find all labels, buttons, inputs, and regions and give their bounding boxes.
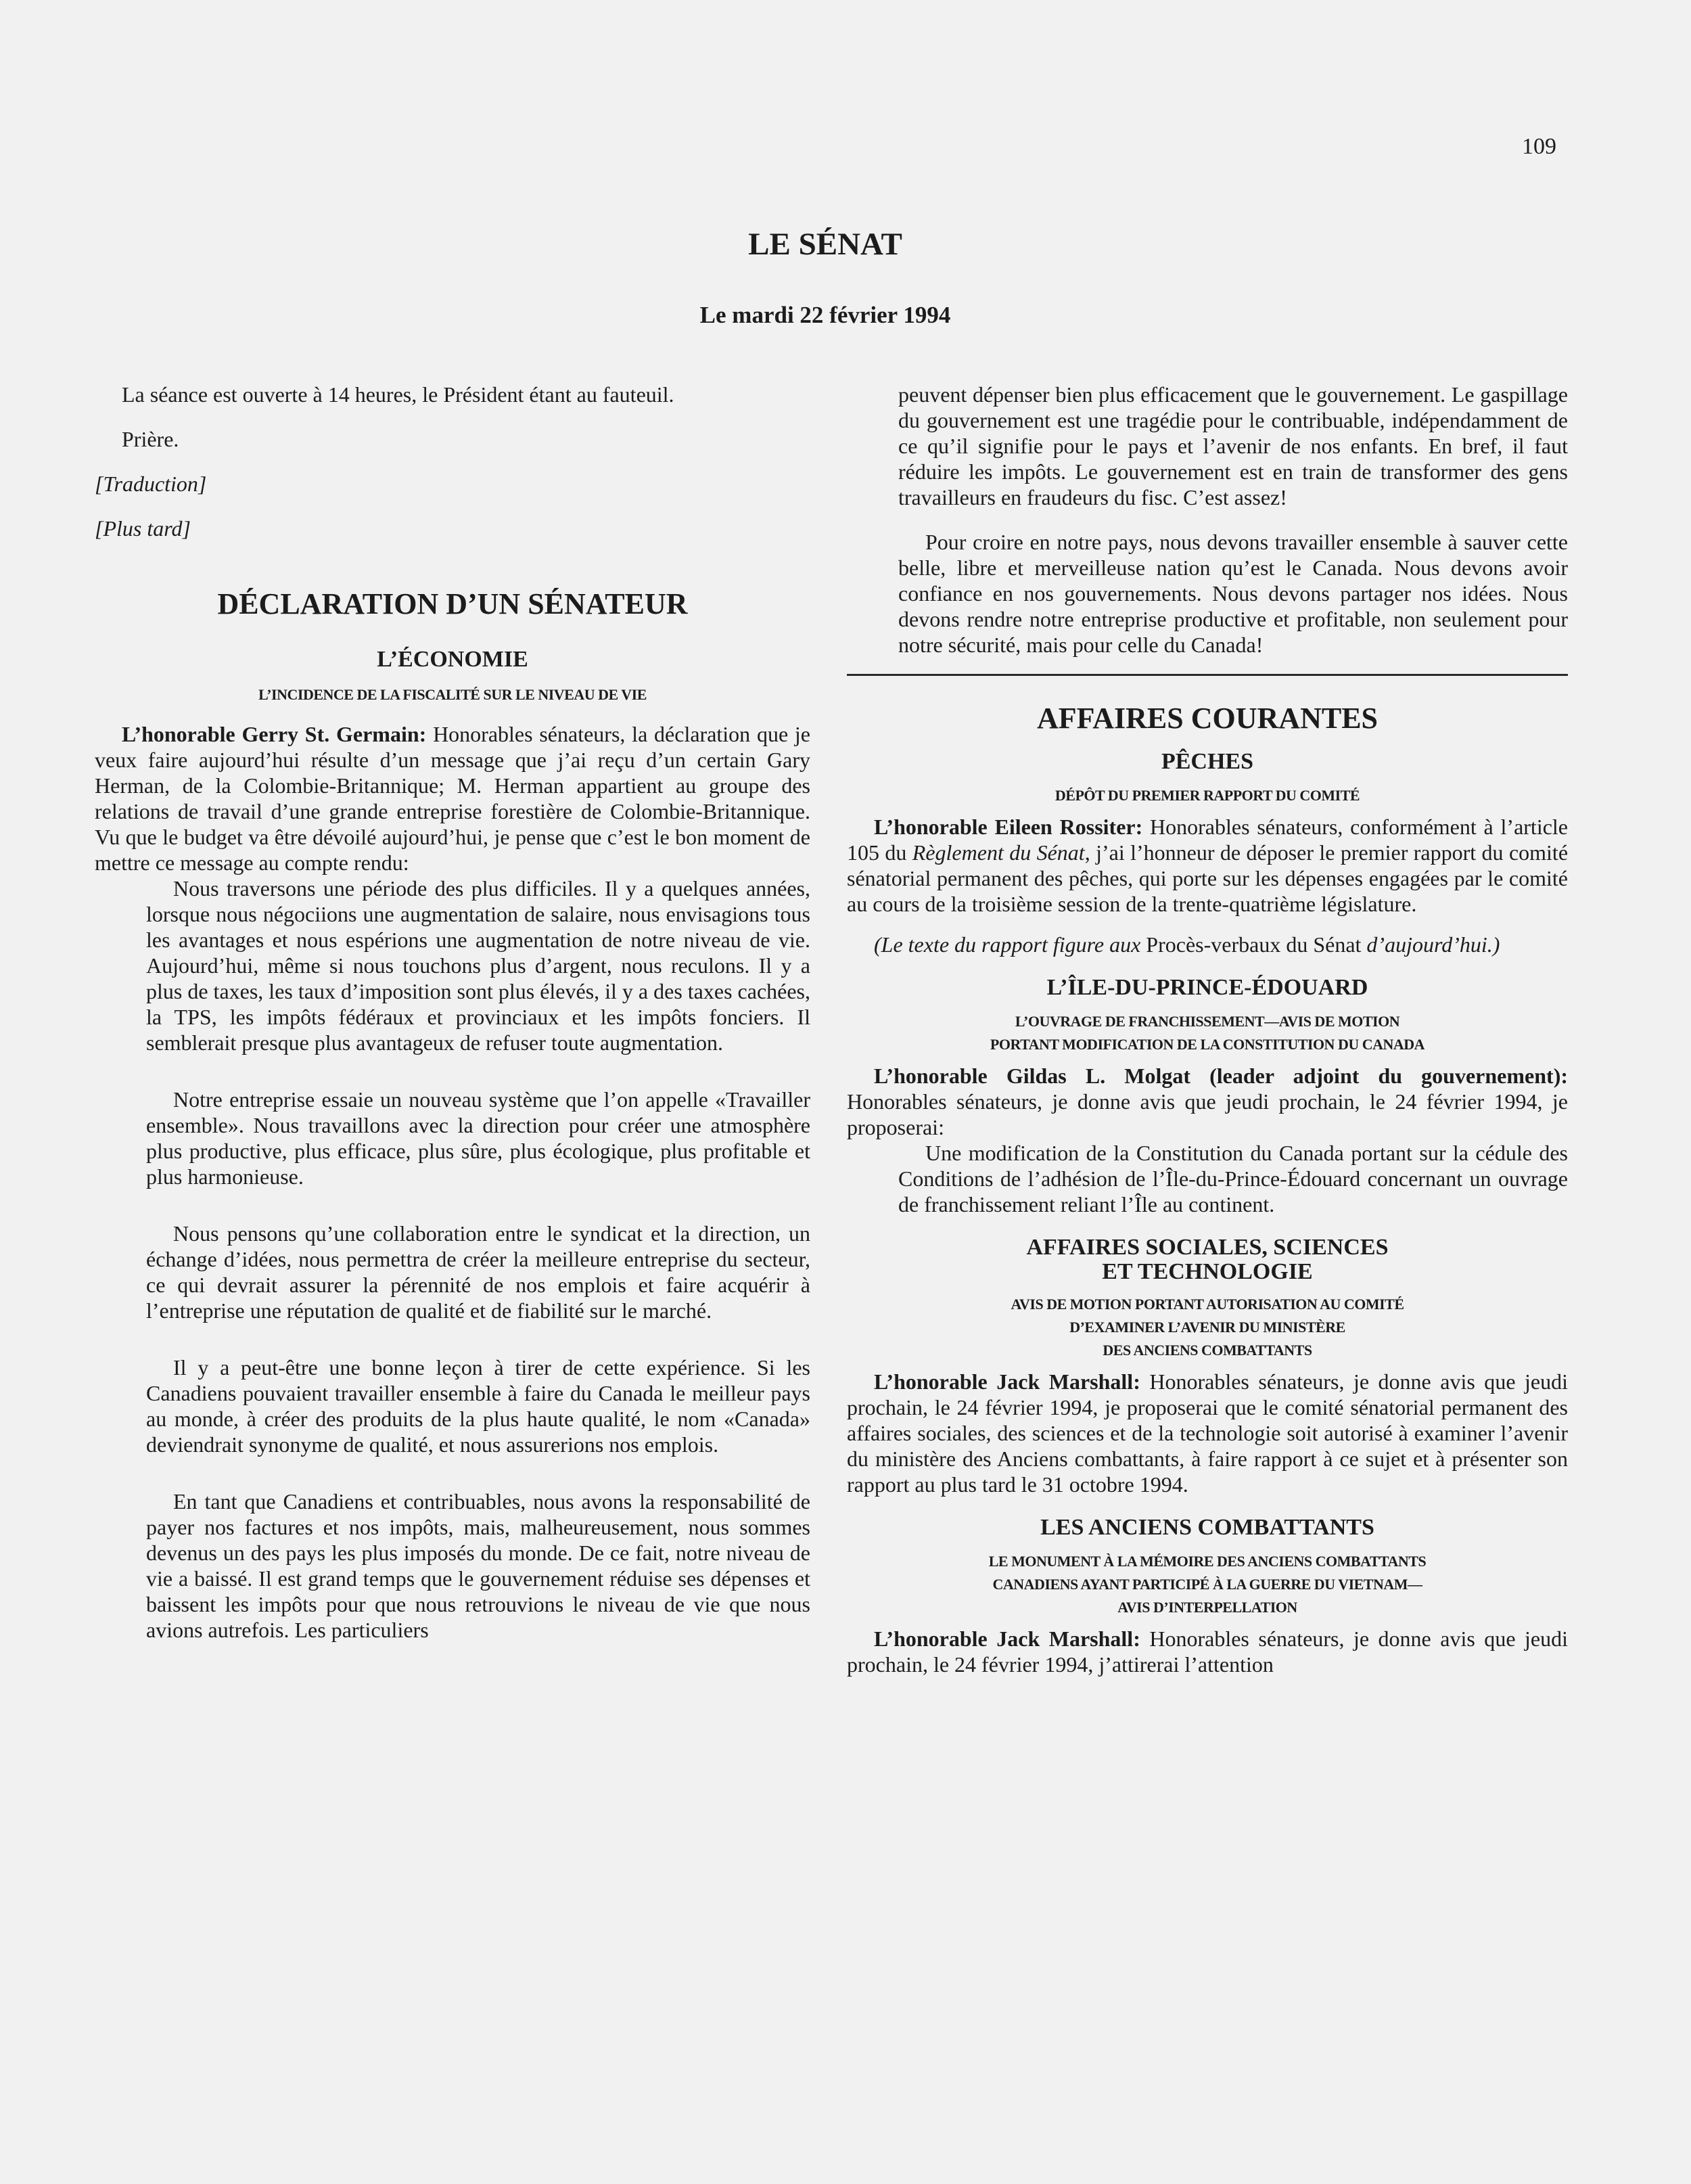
subtopic-anciens-2: CANADIENS AYANT PARTICIPÉ À LA GUERRE DU VIETNAM— bbox=[992, 1576, 1422, 1593]
statement-text: Honorables sénateurs, je donne avis que jeudi prochain, le 24 février 1994, je proposerai: bbox=[847, 1089, 1568, 1139]
priere: Prière. bbox=[122, 427, 179, 451]
note-a: (Le texte du rapport figure aux bbox=[874, 932, 1146, 957]
quote-continuation: peuvent dépenser bien plus efficacement que le gouvernement. Le gaspillage du gouvernement est une tragédie pour le contribuable, indépendamment de ce qu’il signifie pour le pays et l’avenir de nos enfants. En bref, il faut réduire les impôts. Le gouvernement est en train de transformer des gens travailleurs en fraudeurs du fisc. C’est assez! bbox=[898, 382, 1568, 509]
note-c: d’aujourd’hui.) bbox=[1361, 932, 1500, 957]
speaker-name: L’honorable Eileen Rossiter: bbox=[874, 815, 1143, 839]
quote-paragraph-3: Nous pensons qu’une collaboration entre le syndicat et la direction, un échange d’idées, nous permettra de créer la meilleure entreprise du secteur, ce qui devrait assurer la pérennité de nos emplois et faire acquérir à l’entreprise une réputation de qualité et de fiabilité sur le marché. bbox=[146, 1221, 810, 1323]
quote-paragraph-5: En tant que Canadiens et contribuables, nous avons la responsabilité de payer nos factures et nos impôts, mais, malheureusement, nous sommes devenus un des pays les plus imposés du monde. De ce fait, notre niveau de vie a baissé. Il est grand temps que le gouvernement réduise ses dépenses et baissent les impôts pour que nous retrouvions le niveau de vie que nous avions autrefois. Les particuliers bbox=[146, 1489, 810, 1642]
quoted-message-continued bbox=[898, 382, 1568, 658]
subsection-peches: PÊCHES bbox=[1161, 749, 1254, 774]
subtopic-fiscalite: L’INCIDENCE DE LA FISCALITÉ SUR LE NIVEAU DE VIE bbox=[258, 686, 647, 703]
subtopic-depot-rapport: DÉPÔT DU PREMIER RAPPORT DU COMITÉ bbox=[1055, 787, 1360, 804]
quote-paragraph-6: Pour croire en notre pays, nous devons travailler ensemble à sauver cette belle, libre et merveilleuse nation qu’est le Canada. Nous devons avoir confiance en nos gouvernements. Nous devons partager nos idées. Nous devons rendre notre entreprise productive et profitable, non seulement pour notre sécurité, mais pour celle du Canada! bbox=[898, 530, 1568, 657]
subtopic-anciens-3: AVIS D’INTERPELLATION bbox=[1117, 1599, 1297, 1616]
speaker-name: L’honorable Gerry St. Germain: bbox=[122, 722, 427, 746]
subsection-economie: L’ÉCONOMIE bbox=[377, 647, 528, 672]
page-number: 109 bbox=[1522, 134, 1556, 159]
subsection-anciens: LES ANCIENS COMBATTANTS bbox=[1040, 1515, 1374, 1540]
motion-quote: Une modification de la Constitution du Canada portant sur la cédule des Conditions de l’adhésion de l’Île-du-Prince-Édouard concernant un ouvrage de franchissement reliant l’Île au continent. bbox=[898, 1141, 1568, 1216]
speaker-name: L’honorable Jack Marshall: bbox=[874, 1369, 1140, 1394]
page-title: LE SÉNAT bbox=[748, 227, 902, 262]
subtopic-sociales-2: D’EXAMINER L’AVENIR DU MINISTÈRE bbox=[1069, 1319, 1345, 1336]
statement-text: Honorables sénateurs, la déclaration que je veux faire aujourd’hui résulte d’un message que j’ai reçu d’un certain Gary Herman, de la Colombie-Britannique; M. Herman appartient au groupe des relations de travail d’une grande entreprise forestière de Colombie-Britannique. Vu que le budget va être dévoilé aujourd’hui, je pense que c’est le bon moment de mettre ce message au compte rendu: bbox=[95, 722, 810, 875]
statement-text-b: , j’ai l’honneur de déposer le premier rapport du comité sénatorial permanent des pêches, qui porte sur les dépenses engagées par le comité au cours de la troisième session de la trente-quatrième législature. bbox=[847, 840, 1569, 916]
subsection-sociales-1: AFFAIRES SOCIALES, SCIENCES bbox=[1026, 1235, 1389, 1260]
plus-tard-note: [Plus tard] bbox=[95, 516, 191, 541]
subtopic-ipe-2: PORTANT MODIFICATION DE LA CONSTITUTION DU CANADA bbox=[990, 1036, 1425, 1053]
section-title-declaration: DÉCLARATION D’UN SÉNATEUR bbox=[217, 587, 688, 620]
st-germain-statement bbox=[95, 721, 810, 875]
subtopic-ipe-1: L’OUVRAGE DE FRANCHISSEMENT—AVIS DE MOTION bbox=[1015, 1013, 1400, 1030]
session-date: Le mardi 22 février 1994 bbox=[699, 302, 951, 328]
subsection-ipe: L’ÎLE-DU-PRINCE-ÉDOUARD bbox=[1046, 975, 1368, 1000]
section-title-affaires-courantes: AFFAIRES COURANTES bbox=[1036, 702, 1379, 735]
statement-text-a: Honorables sénateurs, conformément à l’article 105 du bbox=[847, 815, 1569, 865]
opening-paragraph: La séance est ouverte à 14 heures, le Président étant au fauteuil. bbox=[122, 382, 674, 407]
speaker-name: L’honorable Gildas L. Molgat (leader adjoint du gouvernement): bbox=[874, 1064, 1568, 1088]
quote-paragraph-2: Notre entreprise essaie un nouveau système que l’on appelle «Travailler ensemble». Nous travaillons avec la direction pour créer une atmosphère plus productive, plus efficace, plus sûre, plus écologique, plus profitable et plus harmonieuse. bbox=[146, 1087, 810, 1189]
subtopic-anciens-1: LE MONUMENT À LA MÉMOIRE DES ANCIENS COMBATTANTS bbox=[988, 1553, 1427, 1570]
marshall-statement-2 bbox=[847, 1626, 1568, 1677]
quote-paragraph-1: Nous traversons une période des plus difficiles. Il y a quelques années, lorsque nous négociions une augmentation de salaire, nous envisagions tous les avantages et nous espérions une augmentation de notre niveau de vie. Aujourd’hui, même si nous touchons plus d’argent, nous reculons. Il y a plus de taxes, les taux d’imposition sont plus élevés, il y a des taxes cachées, la TPS, les impôts fédéraux et provinciaux et les impôts fonciers. Il semblerait presque plus avantageux de refuser toute augmentation. bbox=[146, 876, 810, 1055]
subsection-sociales-2: ET TECHNOLOGIE bbox=[1102, 1259, 1313, 1284]
subtopic-sociales-1: AVIS DE MOTION PORTANT AUTORISATION AU COMITÉ bbox=[1011, 1296, 1404, 1313]
statement-text: Honorables sénateurs, je donne avis que jeudi prochain, le 24 février 1994, j’attirerai l’attention bbox=[847, 1626, 1569, 1677]
speaker-name: L’honorable Jack Marshall: bbox=[874, 1626, 1140, 1651]
traduction-note: [Traduction] bbox=[95, 472, 207, 496]
report-note bbox=[847, 932, 1568, 957]
subtopic-sociales-3: DES ANCIENS COMBATTANTS bbox=[1103, 1342, 1312, 1359]
motion-text bbox=[898, 1140, 1568, 1217]
quoted-message bbox=[146, 875, 810, 1643]
section-divider bbox=[847, 674, 1568, 676]
molgat-statement bbox=[847, 1063, 1568, 1140]
statement-text-italic: Règlement du Sénat bbox=[912, 840, 1085, 865]
note-b: Procès-verbaux du Sénat bbox=[1146, 932, 1362, 957]
statement-text: Honorables sénateurs, je donne avis que jeudi prochain, le 24 février 1994, je proposerai que le comité sénatorial permanent des affaires sociales, des sciences et de la technologie soit autorisé à examiner l’avenir du ministère des Anciens combattants, à faire rapport à ce sujet et à présenter son rapport au plus tard le 31 octobre 1994. bbox=[847, 1369, 1569, 1497]
quote-paragraph-4: Il y a peut-être une bonne leçon à tirer de cette expérience. Si les Canadiens pouvaient travailler ensemble à faire du Canada le meilleur pays au monde, à créer des produits de la plus haute qualité, le nom «Canada» deviendrait synonyme de qualité, et nous assurerions nos emplois. bbox=[146, 1355, 810, 1457]
right-column bbox=[847, 382, 1568, 1677]
marshall-statement-1 bbox=[847, 1369, 1568, 1497]
rossiter-statement bbox=[847, 814, 1568, 917]
left-column bbox=[95, 382, 810, 1643]
